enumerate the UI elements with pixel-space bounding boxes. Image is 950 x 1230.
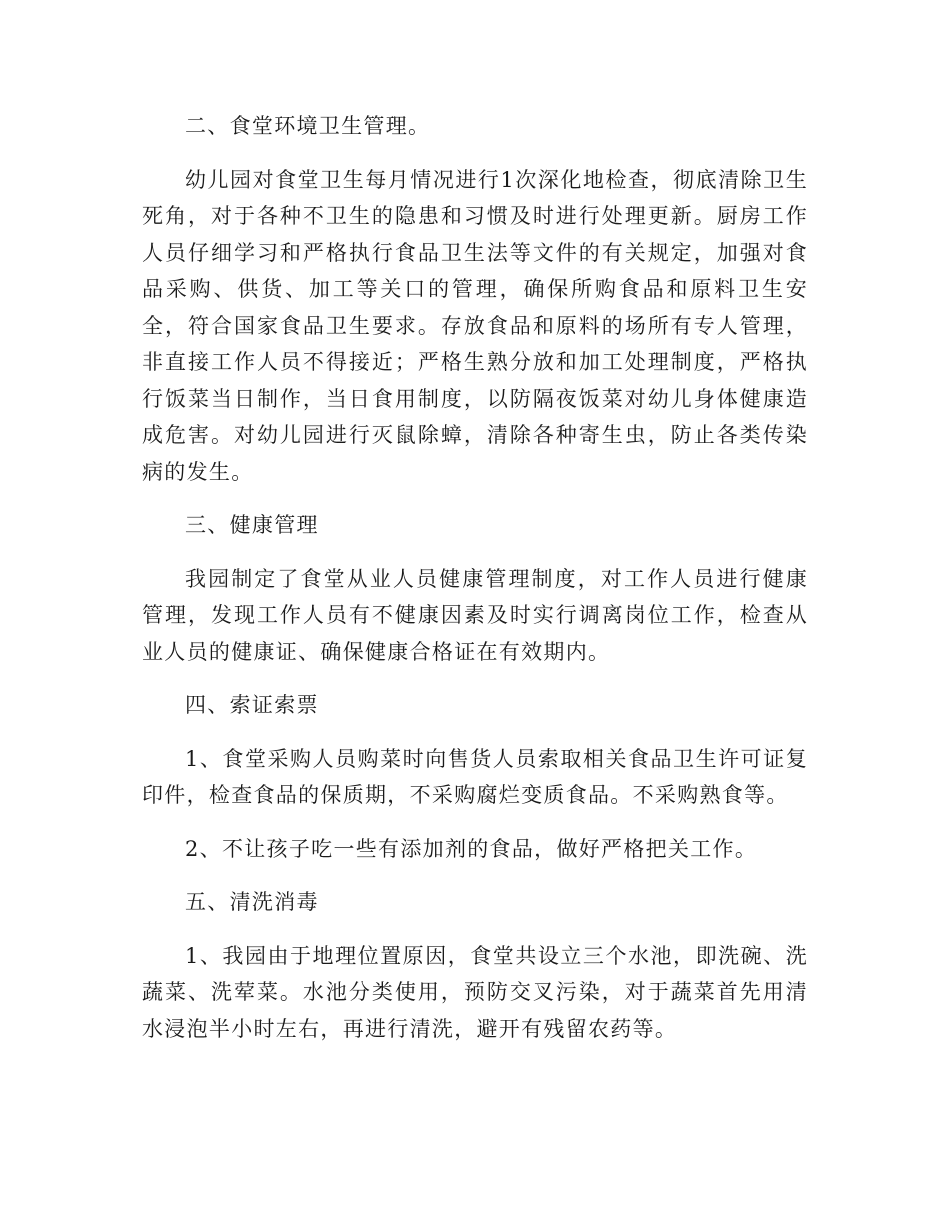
- paragraph-certificates-2: 2、不让孩子吃一些有添加剂的食品，做好严格把关工作。: [185, 836, 758, 861]
- section-heading-cleaning: 五、清洗消毒: [185, 890, 319, 914]
- paragraph-cleaning-1: 1、我园由于地理位置原因，食堂共设立三个水池，即洗碗、洗蔬菜、洗荤菜。水池分类使用，预防交叉污染，对于蔬菜首先用清水浸泡半小时左右，再进行清洗，避开有残留农药等。: [142, 943, 808, 1041]
- document-body: [142, 108, 808, 1064]
- section-heading-health-management: 三、健康管理: [185, 513, 319, 537]
- section-heading-canteen-hygiene: 二、食堂环境卫生管理。: [185, 114, 431, 138]
- paragraph-certificates-1: 1、食堂采购人员购菜时向售货人员索取相关食品卫生许可证复印件，检查食品的保质期，不采购腐烂变质食品。不采购熟食等。: [142, 746, 808, 807]
- paragraph-canteen-hygiene: 幼儿园对食堂卫生每月情况进行1次深化地检查，彻底清除卫生死角，对于各种不卫生的隐患和习惯及时进行处理更新。厨房工作人员仔细学习和严格执行食品卫生法等文件的有关规定，加强对食品采购、供货、加工等关口的管理，确保所购食品和原料卫生安全，符合国家食品卫生要求。存放食品和原料的场所有专人管理，非直接工作人员不得接近；严格生熟分放和加工处理制度，严格执行饭菜当日制作，当日食用制度，以防隔夜饭菜对幼儿身体健康造成危害。对幼儿园进行灭鼠除蟑，清除各种寄生虫，防止各类传染病的发生。: [142, 167, 808, 484]
- section-heading-certificates: 四、索证索票: [185, 693, 319, 717]
- paragraph-health-management: 我园制定了食堂从业人员健康管理制度，对工作人员进行健康管理，发现工作人员有不健康因素及时实行调离岗位工作，检查从业人员的健康证、确保健康合格证在有效期内。: [142, 566, 808, 664]
